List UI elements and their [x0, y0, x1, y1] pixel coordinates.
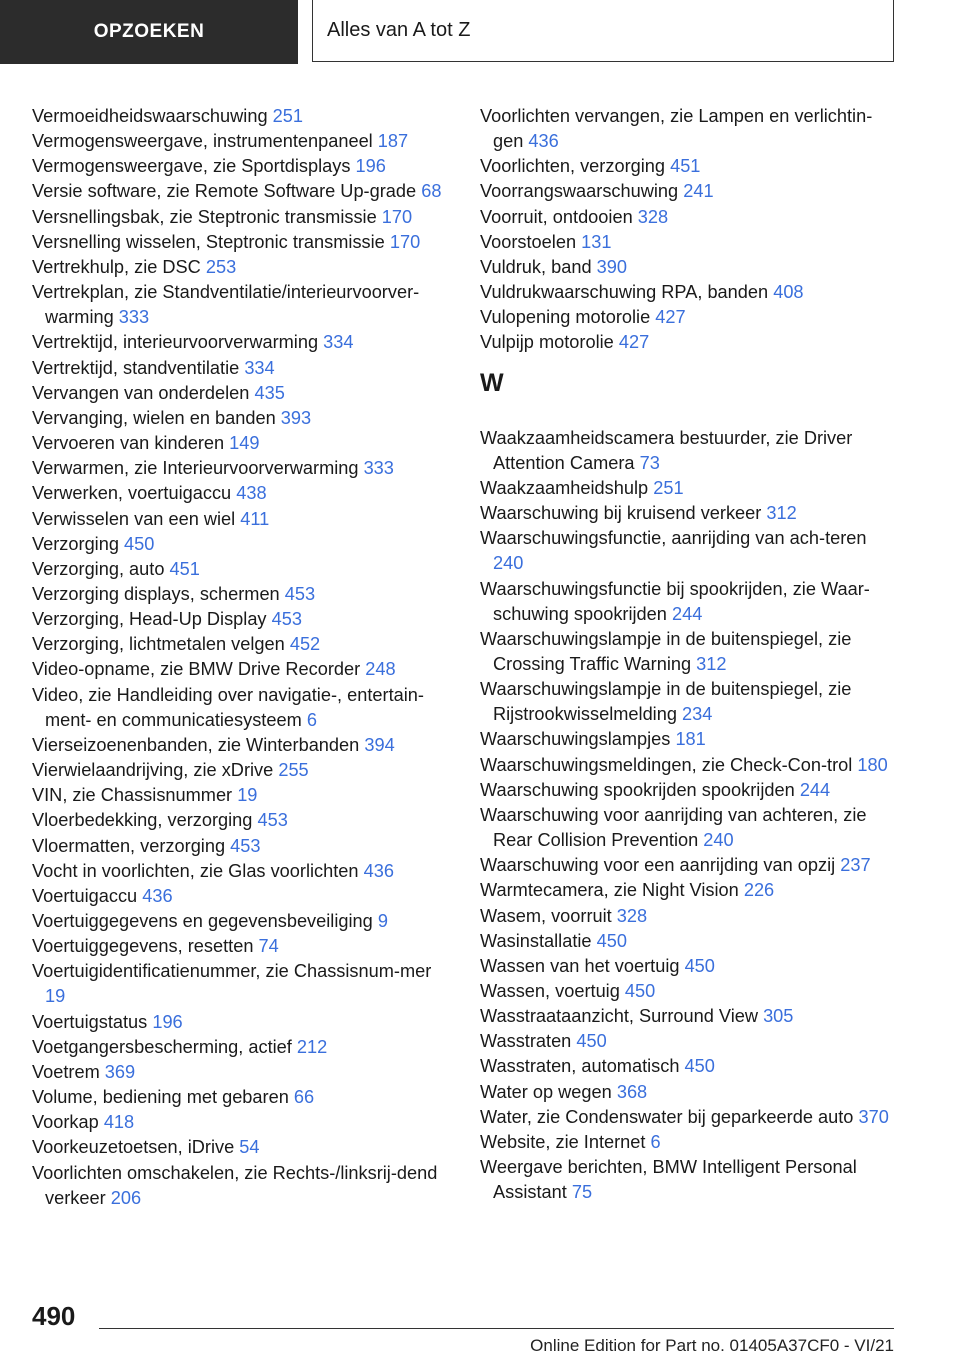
index-entry	[32, 1135, 448, 1160]
index-term: Wasinstallatie	[480, 930, 592, 951]
index-term: Weergave berichten, BMW Intelligent Personal Assistant	[480, 1157, 857, 1203]
index-term: Versie software, zie Remote Software Up-grade	[32, 181, 417, 202]
index-term: Versnellingsbak, zie Steptronic transmissie	[32, 206, 377, 227]
page-reference-link[interactable]: 450	[624, 981, 656, 1001]
chapter-title	[312, 0, 894, 62]
index-term: Wasstraataanzicht, Surround View	[480, 1006, 758, 1027]
index-term: Voertuigidentificatienummer, zie Chassisnum-mer	[32, 961, 432, 982]
index-entry	[32, 330, 448, 355]
index-term: Wassen van het voertuig	[480, 955, 680, 976]
index-entry	[480, 803, 896, 853]
page-reference-link[interactable]: 9	[377, 911, 388, 931]
page-reference-link[interactable]: 240	[493, 553, 524, 574]
index-term: Vervangen van onderdelen	[32, 382, 250, 403]
page-reference-link[interactable]: 328	[616, 905, 648, 926]
page-reference-link[interactable]: 251	[272, 106, 303, 126]
index-entry	[480, 753, 896, 778]
index-entry	[32, 1060, 448, 1085]
page-reference-link[interactable]: 438	[236, 483, 267, 504]
page-reference-link[interactable]: 450	[684, 1056, 715, 1077]
index-entry	[480, 727, 896, 752]
index-entry	[32, 783, 448, 808]
index-entry	[480, 330, 896, 355]
index-entry	[480, 255, 896, 280]
index-term: Voetrem	[32, 1061, 100, 1082]
page-reference-link[interactable]: 370	[858, 1106, 889, 1127]
page-reference-link[interactable]: 75	[571, 1182, 593, 1203]
index-term: Vermogensweergave, instrumentenpaneel	[32, 131, 373, 152]
index-entry	[480, 205, 896, 230]
page-reference-link[interactable]: 334	[323, 332, 354, 353]
page-reference-link[interactable]: 450	[576, 1031, 607, 1052]
index-entry	[480, 1105, 896, 1130]
index-entry	[480, 853, 896, 878]
index-entry	[480, 1004, 896, 1029]
page-reference-link[interactable]: 241	[683, 181, 714, 202]
page-reference-link[interactable]: 73	[639, 452, 660, 473]
index-term: Vierwielaandrijving, zie xDrive	[32, 760, 274, 781]
page-reference-link[interactable]: 390	[596, 256, 627, 277]
page-reference-link[interactable]: 453	[271, 609, 302, 630]
index-term: Vuldruk, band	[480, 256, 592, 277]
page-reference-link[interactable]: 6	[306, 709, 317, 730]
index-entry	[32, 1161, 448, 1211]
index-term: Waarschuwingslampje in de buitenspiegel, zie Crossing Traffic Warning	[480, 628, 852, 674]
page-reference-link[interactable]: 196	[355, 156, 386, 177]
index-term: Verwerken, voertuigaccu	[32, 483, 232, 504]
page-reference-link[interactable]: 333	[118, 307, 150, 328]
index-term: Vermoeidheidswaarschuwing	[32, 106, 268, 126]
index-entry	[32, 909, 448, 934]
page-reference-link[interactable]: 131	[581, 231, 612, 252]
index-entry	[480, 1130, 896, 1155]
index-entry	[480, 878, 896, 903]
page-reference-link[interactable]: 305	[763, 1006, 794, 1027]
index-entry	[480, 230, 896, 255]
index-entry	[32, 154, 448, 179]
index-entry	[480, 979, 896, 1004]
index-entry	[32, 758, 448, 783]
index-entry	[480, 179, 896, 204]
page-reference-link[interactable]: 212	[296, 1036, 328, 1057]
index-term: Voorrangswaarschuwing	[480, 181, 679, 202]
index-term: Vocht in voorlichten, zie Glas voorlichten	[32, 860, 359, 881]
page-reference-link[interactable]: 452	[289, 634, 321, 655]
index-entry	[480, 154, 896, 179]
index-entry	[480, 526, 896, 576]
page-reference-link[interactable]: 196	[152, 1011, 183, 1032]
page-reference-link[interactable]: 180	[857, 754, 888, 775]
section-tab-label: OPZOEKEN	[93, 21, 205, 42]
index-term: Verzorging, lichtmetalen velgen	[32, 634, 285, 655]
index-term: Voorstoelen	[480, 231, 577, 252]
index-term: Water op wegen	[480, 1081, 612, 1102]
index-entry	[32, 834, 448, 859]
index-term: Vloerbedekking, verzorging	[32, 810, 253, 831]
index-entry	[32, 456, 448, 481]
index-term: VIN, zie Chassisnummer	[32, 785, 233, 806]
index-term: Verwarmen, zie Interieurvoorverwarming	[32, 458, 359, 479]
footer-divider	[99, 1328, 894, 1329]
index-term: Voorlichten omschakelen, zie Rechts-/linksrij-dend verkeer	[32, 1162, 438, 1208]
index-term: Wassen, voertuig	[480, 981, 620, 1001]
index-term: Website, zie Internet	[480, 1131, 646, 1152]
page-reference-link[interactable]: 244	[799, 779, 831, 800]
section-letter: W	[480, 368, 504, 397]
index-entry	[480, 1080, 896, 1105]
index-entry	[480, 305, 896, 330]
page-reference-link[interactable]: 408	[773, 282, 804, 303]
index-term: Waarschuwingsfunctie, aanrijding van ach-teren	[480, 528, 867, 549]
page-reference-link[interactable]: 206	[110, 1187, 142, 1208]
index-entry	[32, 1035, 448, 1060]
page-reference-link[interactable]: 149	[229, 433, 260, 454]
page-reference-link[interactable]: 328	[637, 206, 669, 227]
page-reference-link[interactable]: 248	[365, 659, 396, 680]
index-entry	[32, 406, 448, 431]
index-term: Vloermatten, verzorging	[32, 835, 226, 856]
index-term: Verzorging displays, schermen	[32, 583, 280, 604]
index-entry	[32, 683, 448, 733]
page-reference-link[interactable]: 450	[596, 930, 627, 951]
index-term: Wasstraten, automatisch	[480, 1056, 680, 1077]
index-entry	[480, 501, 896, 526]
page-reference-link[interactable]: 368	[616, 1081, 648, 1102]
index-term: Verzorging	[32, 533, 119, 554]
index-entry	[32, 507, 448, 532]
index-term: Versnelling wisselen, Steptronic transmissie	[32, 231, 385, 252]
index-group-w	[480, 426, 896, 1206]
index-entry	[32, 356, 448, 381]
index-term: Volume, bediening met gebaren	[32, 1087, 289, 1108]
index-entry	[32, 1085, 448, 1110]
page-reference-link[interactable]: 427	[618, 332, 650, 353]
index-term: Voertuiggegevens en gegevensbeveiliging	[32, 911, 373, 931]
index-term: Voertuigaccu	[32, 885, 138, 906]
index-term: Warmtecamera, zie Night Vision	[480, 880, 739, 901]
section-tab	[0, 0, 298, 64]
index-term: Vuldrukwaarschuwing RPA, banden	[480, 282, 769, 303]
edition-footer: Online Edition for Part no. 01405A37CF0 - VI/21	[530, 1336, 894, 1355]
index-term: Vierseizoenenbanden, zie Winterbanden	[32, 734, 360, 755]
index-entry	[32, 557, 448, 582]
index-term: Vervoeren van kinderen	[32, 433, 225, 454]
index-term: Waarschuwing bij kruisend verkeer	[480, 503, 762, 524]
page-reference-link[interactable]: 170	[381, 206, 413, 227]
page-reference-link[interactable]: 234	[682, 704, 713, 725]
page-reference-link[interactable]: 74	[258, 936, 279, 957]
page-reference-link[interactable]: 19	[45, 986, 66, 1007]
index-entry	[32, 431, 448, 456]
index-term: Vervanging, wielen en banden	[32, 407, 276, 428]
page-reference-link[interactable]: 450	[684, 955, 715, 976]
index-group-v	[480, 104, 896, 356]
index-entry	[32, 632, 448, 657]
index-entry	[32, 607, 448, 632]
index-entry	[32, 808, 448, 833]
page-reference-link[interactable]: 226	[743, 880, 775, 901]
index-term: Wasstraten	[480, 1031, 572, 1052]
page-reference-link[interactable]: 453	[230, 835, 261, 856]
page-reference-link[interactable]: 427	[655, 307, 686, 328]
index-term: Video, zie Handleiding over navigatie-, entertain-ment- en communicatiesysteem	[32, 684, 424, 730]
index-column-right	[480, 104, 896, 1205]
index-entry	[480, 577, 896, 627]
page-reference-link[interactable]: 333	[363, 458, 394, 479]
index-term: Voertuigstatus	[32, 1011, 148, 1032]
page-reference-link[interactable]: 334	[244, 357, 275, 378]
index-term: Waarschuwing voor een aanrijding van opzij	[480, 855, 836, 876]
index-entry	[480, 904, 896, 929]
index-term: Voetgangersbescherming, actief	[32, 1036, 292, 1057]
index-entry	[480, 1029, 896, 1054]
index-entry	[32, 205, 448, 230]
index-entry	[32, 582, 448, 607]
page-reference-link[interactable]: 253	[205, 256, 237, 277]
index-term: Vermogensweergave, zie Sportdisplays	[32, 156, 351, 177]
page-reference-link[interactable]: 181	[675, 729, 706, 750]
index-entry	[480, 627, 896, 677]
index-entry	[480, 1155, 896, 1205]
index-entry	[32, 1010, 448, 1035]
index-entry	[32, 104, 448, 129]
index-term: Vertrekhulp, zie DSC	[32, 256, 201, 277]
index-entry	[32, 859, 448, 884]
index-entry	[32, 179, 448, 204]
index-entry	[32, 532, 448, 557]
page-reference-link[interactable]: 6	[650, 1131, 661, 1152]
page-reference-link[interactable]: 411	[240, 508, 270, 529]
index-term: Voertuiggegevens, resetten	[32, 936, 254, 957]
page-reference-link[interactable]: 451	[169, 558, 200, 579]
page-reference-link[interactable]: 19	[237, 785, 258, 806]
page-reference-link[interactable]: 244	[671, 603, 703, 624]
index-term: Wasem, voorruit	[480, 905, 612, 926]
index-entry	[32, 1110, 448, 1135]
index-term: Waarschuwingslampje in de buitenspiegel, zie Rijstrookwisselmelding	[480, 679, 852, 725]
index-term: Vertrektijd, standventilatie	[32, 357, 240, 378]
index-entry	[480, 104, 896, 154]
page-reference-link[interactable]: 170	[389, 231, 421, 252]
index-term: Waakzaamheidscamera bestuurder, zie Driver Attention Camera	[480, 427, 853, 473]
index-entry	[32, 481, 448, 506]
index-term: Vulpijp motorolie	[480, 332, 614, 353]
index-entry	[32, 255, 448, 280]
index-term: Waarschuwing voor aanrijding van achteren, zie Rear Collision Prevention	[480, 804, 867, 851]
page-reference-link[interactable]: 450	[124, 533, 155, 554]
index-term: Vulopening motorolie	[480, 307, 651, 328]
index-entry	[480, 280, 896, 305]
index-entry	[480, 476, 896, 501]
index-entry	[480, 1054, 896, 1079]
index-entry	[32, 934, 448, 959]
index-term: Verzorging, Head-Up Display	[32, 609, 267, 630]
page-reference-link[interactable]: 255	[278, 760, 309, 781]
index-term: Waarschuwing spookrijden spookrijden	[480, 779, 795, 800]
index-term: Voorlichten vervangen, zie Lampen en verlichtin-gen	[480, 106, 873, 152]
index-term: Vertrektijd, interieurvoorverwarming	[32, 332, 319, 353]
index-entry	[32, 657, 448, 682]
index-entry	[32, 959, 448, 1009]
page-reference-link[interactable]: 66	[293, 1087, 315, 1108]
index-entry	[32, 381, 448, 406]
index-entry	[480, 929, 896, 954]
index-entry	[32, 129, 448, 154]
page-reference-link[interactable]: 436	[142, 885, 173, 906]
index-term: Verzorging, auto	[32, 558, 165, 579]
index-term: Waarschuwingslampjes	[480, 729, 671, 750]
index-entry	[480, 677, 896, 727]
page-reference-link[interactable]: 369	[104, 1061, 136, 1082]
page-reference-link[interactable]: 251	[653, 477, 684, 498]
index-term: Waarschuwingsfunctie bij spookrijden, zie Waar-schuwing spookrijden	[480, 578, 870, 624]
page-reference-link[interactable]: 394	[364, 734, 395, 755]
page-reference-link[interactable]: 187	[377, 131, 409, 152]
index-entry	[480, 778, 896, 803]
index-entry	[32, 280, 448, 330]
index-term: Voorlichten, verzorging	[480, 156, 666, 177]
index-term: Water, zie Condenswater bij geparkeerde auto	[480, 1106, 854, 1127]
page-reference-link[interactable]: 312	[766, 503, 797, 524]
page-reference-link[interactable]: 435	[254, 382, 285, 403]
page-reference-link[interactable]: 453	[257, 810, 288, 831]
page-reference-link[interactable]: 453	[284, 583, 316, 604]
page-reference-link[interactable]: 312	[696, 653, 727, 674]
page-reference-link[interactable]: 393	[280, 407, 312, 428]
index-entry	[32, 230, 448, 255]
index-term: Waarschuwingsmeldingen, zie Check-Con-trol	[480, 754, 853, 775]
index-term: Voorkap	[32, 1112, 99, 1133]
page-reference-link[interactable]: 240	[703, 830, 734, 851]
page-reference-link[interactable]: 418	[103, 1112, 135, 1133]
index-term: Vertrekplan, zie Standventilatie/interieurvoorver-warming	[32, 282, 420, 328]
index-entry	[480, 954, 896, 979]
index-entry	[32, 884, 448, 909]
index-term: Voorruit, ontdooien	[480, 206, 633, 227]
index-term: Waakzaamheidshulp	[480, 477, 649, 498]
index-term: Video-opname, zie BMW Drive Recorder	[32, 659, 361, 680]
chapter-title-label: Alles van A tot Z	[327, 19, 471, 41]
page-reference-link[interactable]: 54	[239, 1137, 260, 1158]
page-reference-link[interactable]: 436	[363, 860, 394, 881]
index-column-left	[32, 104, 448, 1211]
index-term: Voorkeuzetoetsen, iDrive	[32, 1137, 235, 1158]
page-reference-link[interactable]: 68	[421, 181, 442, 202]
page-number: 490	[32, 1301, 76, 1331]
page-reference-link[interactable]: 451	[670, 156, 701, 177]
page-reference-link[interactable]: 237	[840, 855, 871, 876]
index-entry	[32, 733, 448, 758]
index-entry	[480, 426, 896, 476]
index-term: Verwisselen van een wiel	[32, 508, 236, 529]
page-reference-link[interactable]: 436	[528, 131, 559, 152]
